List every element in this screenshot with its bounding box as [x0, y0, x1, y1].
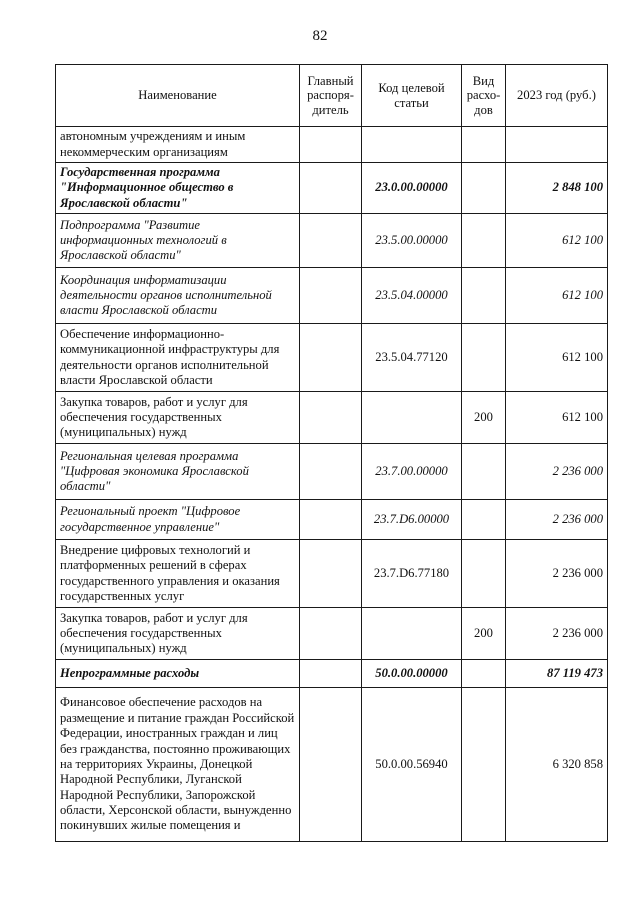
amount-cell: 612 100	[506, 324, 608, 392]
expense-type-cell	[462, 444, 506, 500]
main-manager-cell	[300, 540, 362, 608]
amount-cell: 2 236 000	[506, 608, 608, 660]
table-row	[56, 127, 608, 163]
name-cell: автономным учреждениям и иным некоммерческим организациям	[56, 127, 300, 163]
name-cell: Подпрограмма "Развитие информационных технологий в Ярославской области"	[56, 214, 300, 268]
target-code-cell	[362, 127, 462, 163]
table-row	[56, 324, 608, 392]
table-row	[56, 540, 608, 608]
main-manager-cell	[300, 214, 362, 268]
amount-cell: 612 100	[506, 268, 608, 324]
table-row	[56, 500, 608, 540]
main-manager-cell	[300, 163, 362, 214]
table-header-row	[56, 65, 608, 127]
amount-cell: 2 236 000	[506, 500, 608, 540]
main-manager-cell	[300, 444, 362, 500]
amount-cell: 2 236 000	[506, 444, 608, 500]
amount-cell: 6 320 858	[506, 688, 608, 842]
main-manager-cell	[300, 324, 362, 392]
amount-cell: 612 100	[506, 392, 608, 444]
target-code-cell: 23.0.00.00000	[362, 163, 462, 214]
target-code-cell	[362, 608, 462, 660]
expense-type-cell	[462, 660, 506, 688]
name-cell: Непрограммные расходы	[56, 660, 300, 688]
header-amount: 2023 год (руб.)	[506, 65, 608, 127]
expense-type-cell	[462, 163, 506, 214]
header-main-manager: Главный распоря-дитель	[300, 65, 362, 127]
expense-type-cell	[462, 268, 506, 324]
budget-table	[55, 64, 608, 842]
name-cell: Государственная программа "Информационное общество в Ярославской области"	[56, 163, 300, 214]
table-row	[56, 163, 608, 214]
target-code-cell: 23.7.00.00000	[362, 444, 462, 500]
name-cell: Региональная целевая программа "Цифровая экономика Ярославской области"	[56, 444, 300, 500]
main-manager-cell	[300, 688, 362, 842]
expense-type-cell: 200	[462, 608, 506, 660]
target-code-cell: 23.5.00.00000	[362, 214, 462, 268]
name-cell: Закупка товаров, работ и услуг для обеспечения государственных (муниципальных) нужд	[56, 608, 300, 660]
name-cell: Обеспечение информационно-коммуникационной инфраструктуры для деятельности органов исполнительной власти Ярославской области	[56, 324, 300, 392]
main-manager-cell	[300, 392, 362, 444]
header-name: Наименование	[56, 65, 300, 127]
expense-type-cell	[462, 214, 506, 268]
table-row	[56, 688, 608, 842]
target-code-cell: 23.7.D6.77180	[362, 540, 462, 608]
table-row	[56, 392, 608, 444]
target-code-cell	[362, 392, 462, 444]
main-manager-cell	[300, 268, 362, 324]
header-target-code: Код целевой статьи	[362, 65, 462, 127]
target-code-cell: 50.0.00.56940	[362, 688, 462, 842]
expense-type-cell	[462, 500, 506, 540]
expense-type-cell: 200	[462, 392, 506, 444]
name-cell: Координация информатизации деятельности органов исполнительной власти Ярославской области	[56, 268, 300, 324]
table-row	[56, 660, 608, 688]
expense-type-cell	[462, 688, 506, 842]
amount-cell: 2 848 100	[506, 163, 608, 214]
main-manager-cell	[300, 660, 362, 688]
expense-type-cell	[462, 324, 506, 392]
name-cell: Финансовое обеспечение расходов на размещение и питание граждан Российской Федерации, иностранных граждан и лиц без гражданства, постоянно проживающих на территориях Украины, Донецкой Народной Республики, Луганской Народной Республики, Запорожской области, Херсонской области, вынужденно покинувших жилые помещения и	[56, 688, 300, 842]
main-manager-cell	[300, 608, 362, 660]
target-code-cell: 50.0.00.00000	[362, 660, 462, 688]
table-row	[56, 444, 608, 500]
table-row	[56, 268, 608, 324]
name-cell: Внедрение цифровых технологий и платформенных решений в сферах государственного управления и оказания государственных услуг	[56, 540, 300, 608]
target-code-cell: 23.7.D6.00000	[362, 500, 462, 540]
expense-type-cell	[462, 540, 506, 608]
target-code-cell: 23.5.04.77120	[362, 324, 462, 392]
table-row	[56, 214, 608, 268]
amount-cell: 2 236 000	[506, 540, 608, 608]
name-cell: Региональный проект "Цифровое государственное управление"	[56, 500, 300, 540]
expense-type-cell	[462, 127, 506, 163]
page-number: 82	[312, 28, 328, 44]
amount-cell	[506, 127, 608, 163]
main-manager-cell	[300, 500, 362, 540]
table-row	[56, 608, 608, 660]
target-code-cell: 23.5.04.00000	[362, 268, 462, 324]
main-manager-cell	[300, 127, 362, 163]
amount-cell: 87 119 473	[506, 660, 608, 688]
header-expense-type: Вид расхо-дов	[462, 65, 506, 127]
name-cell: Закупка товаров, работ и услуг для обеспечения государственных (муниципальных) нужд	[56, 392, 300, 444]
amount-cell: 612 100	[506, 214, 608, 268]
